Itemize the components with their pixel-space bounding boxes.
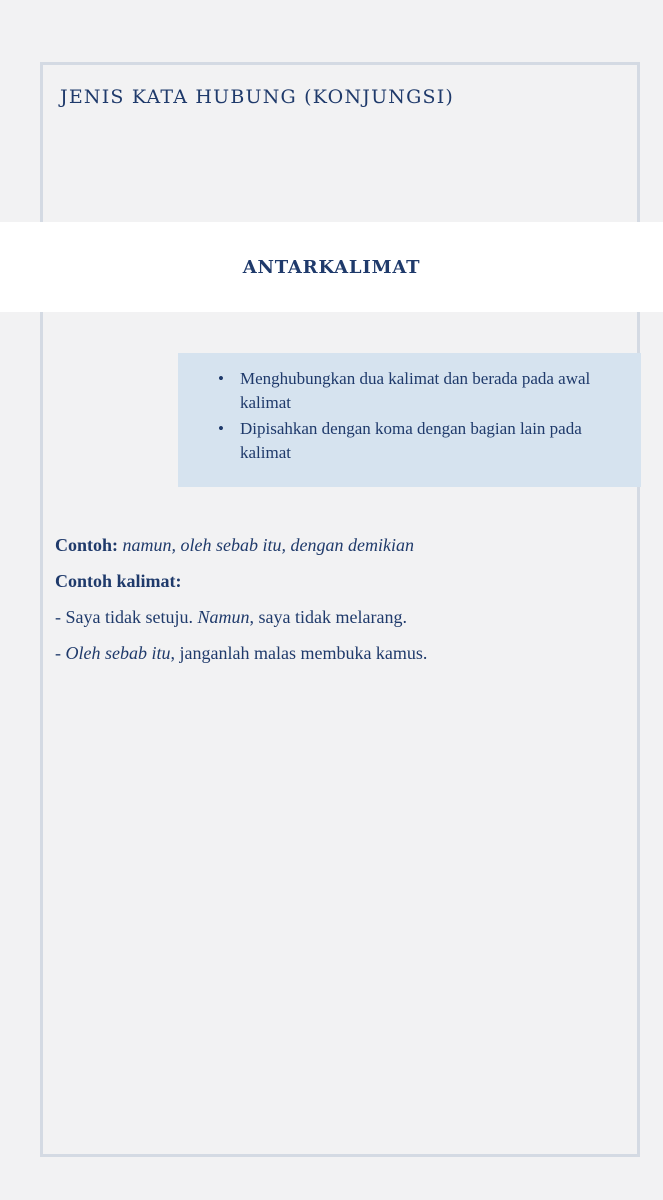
section-banner (0, 222, 663, 312)
list-item (218, 417, 627, 465)
contoh-kalimat-label: Contoh kalimat: (55, 571, 182, 591)
contoh-value: namun, oleh sebab itu, dengan demikian (118, 535, 414, 555)
bullet-text: Menghubungkan dua kalimat dan berada pada awal kalimat (240, 369, 591, 412)
sentence-text: , saya tidak melarang. (249, 607, 407, 627)
example-sentence-1 (55, 602, 635, 638)
sentence-text: , janganlah malas membuka kamus. (170, 643, 428, 663)
bullet-list (218, 367, 627, 465)
info-box (178, 353, 641, 487)
list-item (218, 367, 627, 415)
contoh-row (55, 530, 635, 566)
section-title: ANTARKALIMAT (242, 256, 421, 278)
sentence-dash: - (55, 607, 66, 627)
sentence-dash: - (55, 643, 66, 663)
sentence-conjunction: Oleh sebab itu (65, 643, 171, 663)
contoh-label: Contoh: (55, 535, 119, 555)
sentence-conjunction: Namun (197, 607, 250, 627)
sentence-text: Saya tidak setuju. (65, 607, 198, 627)
bullet-icon: • (218, 369, 224, 388)
examples-section (55, 530, 635, 674)
example-sentence-2 (55, 638, 635, 674)
bullet-icon: • (218, 419, 224, 438)
bullet-text: Dipisahkan dengan koma dengan bagian lain pada kalimat (240, 419, 582, 462)
contoh-kalimat-row (55, 566, 635, 602)
page-title: JENIS KATA HUBUNG (KONJUNGSI) (60, 86, 455, 108)
